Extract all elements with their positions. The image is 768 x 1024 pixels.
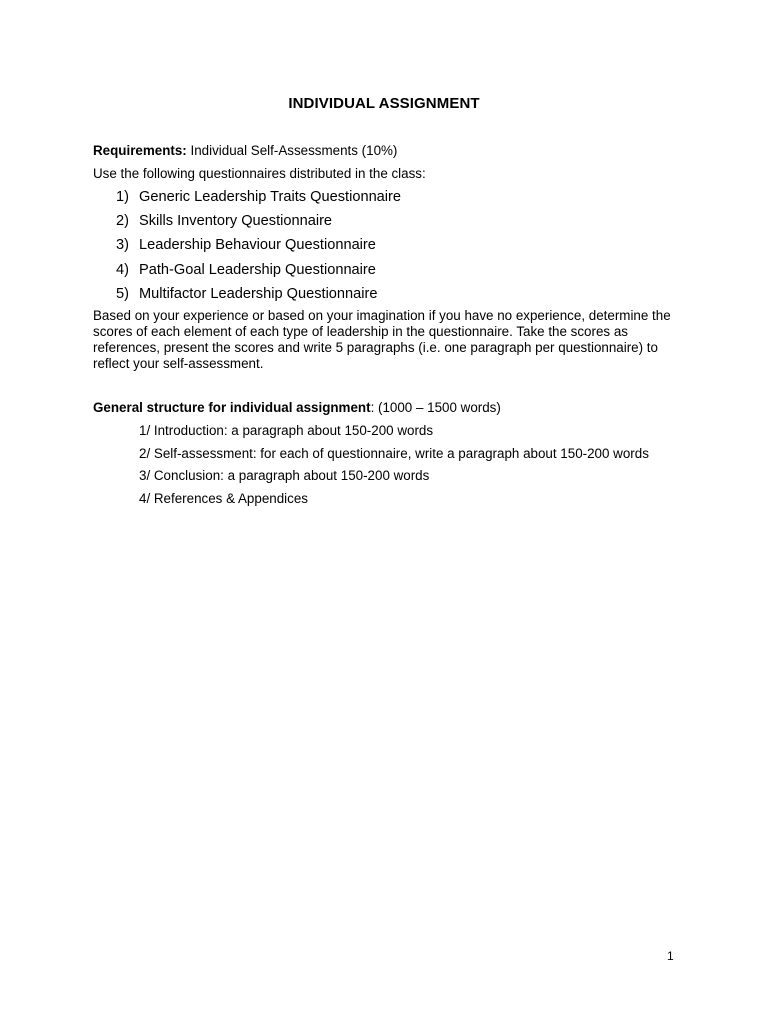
- structure-item: 2/ Self-assessment: for each of questionnaire, write a paragraph about 150-200 words: [139, 445, 649, 461]
- requirements-line: [93, 143, 397, 158]
- list-item-label: Generic Leadership Traits Questionnaire: [139, 189, 402, 205]
- structure-list: [139, 423, 669, 513]
- structure-item: 3/ Conclusion: a paragraph about 150-200 words: [139, 468, 430, 483]
- general-structure-label: General structure for individual assignment: [93, 400, 371, 415]
- list-item-label: Multifactor Leadership Questionnaire: [139, 285, 378, 302]
- list-item-number: 3): [116, 237, 129, 254]
- list-item: [116, 284, 401, 308]
- list-item: [116, 211, 401, 235]
- list-item: [116, 235, 401, 259]
- general-structure-word-count: : (1000 – 1500 words): [370, 400, 501, 415]
- questionnaire-list: [116, 187, 401, 308]
- list-item-label: Skills Inventory Questionnaire: [139, 213, 333, 230]
- page-title: INDIVIDUAL ASSIGNMENT: [288, 95, 480, 112]
- page-number: 1: [667, 949, 674, 963]
- requirements-text: Individual Self-Assessments (10%): [186, 143, 398, 158]
- requirements-label: Requirements:: [93, 143, 187, 158]
- list-item-label: Path-Goal Leadership Questionnaire: [139, 261, 376, 278]
- list-item: [116, 260, 401, 284]
- general-structure-heading: [93, 400, 501, 415]
- list-item-number: 4): [116, 261, 129, 278]
- structure-item: 1/ Introduction: a paragraph about 150-200 words: [139, 423, 434, 438]
- list-item-number: 1): [116, 189, 129, 205]
- instructions-paragraph: Based on your experience or based on your imagination if you have no experience, determine the scores of each element of each type of leadership in the questionnaire. Take the scores as references, present the scores and write 5 paragraphs (i.e. one paragraph per questionnaire) to reflect your self-assessment.: [93, 308, 671, 371]
- structure-item: 4/ References & Appendices: [139, 490, 308, 506]
- list-item-label: Leadership Behaviour Questionnaire: [139, 237, 376, 254]
- questionnaires-intro: Use the following questionnaires distributed in the class:: [93, 166, 426, 181]
- list-item-number: 5): [116, 285, 129, 302]
- list-item-number: 2): [116, 213, 129, 230]
- list-item: [116, 187, 401, 211]
